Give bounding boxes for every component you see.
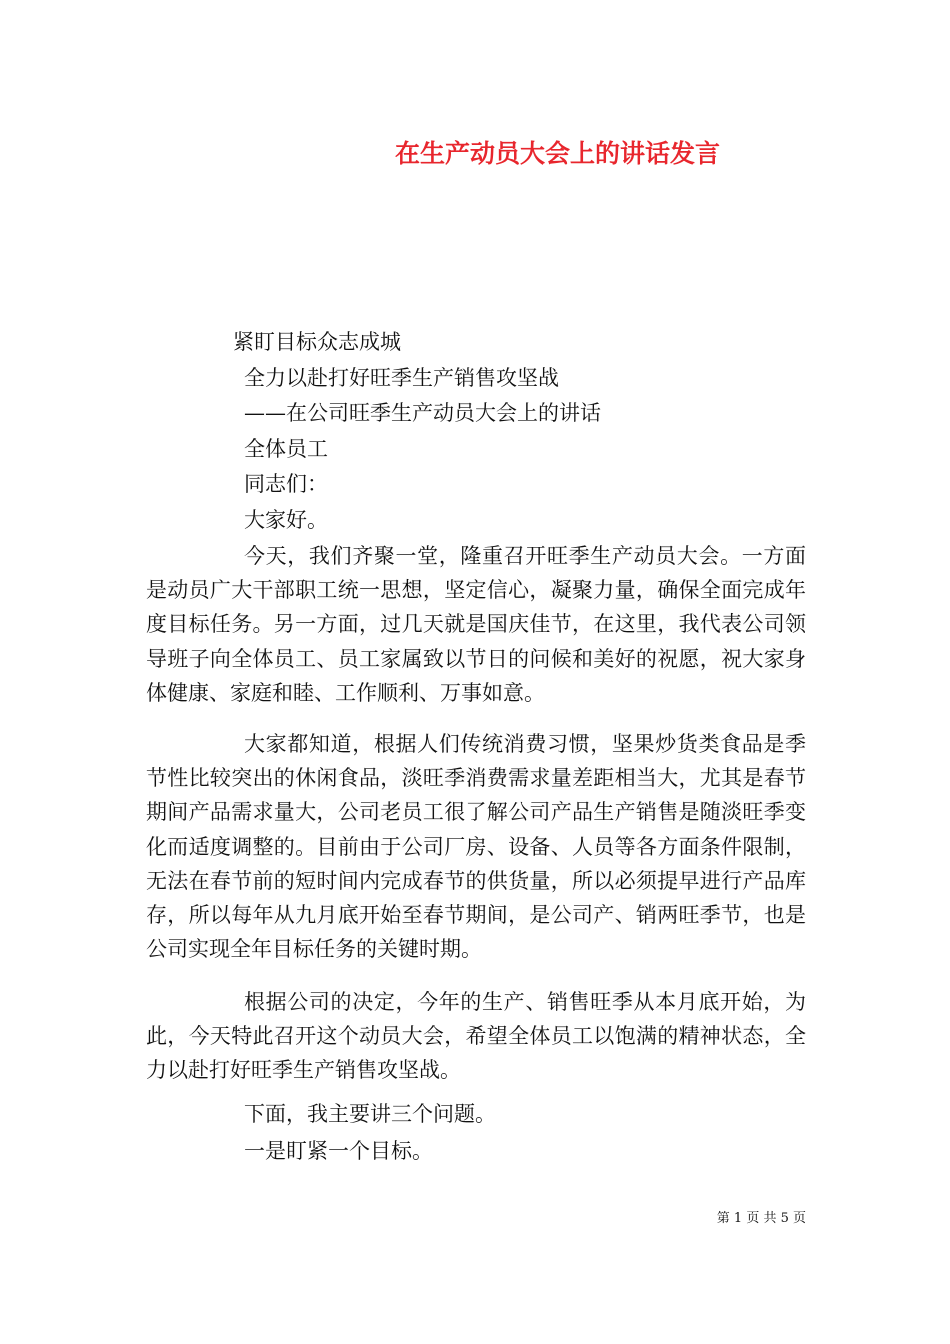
page-number-footer: 第 1 页 共 5 页: [716, 1211, 806, 1226]
document-title: 在生产动员大会上的讲话发言: [394, 139, 720, 168]
paragraph-1: 今天，我们齐聚一堂，隆重召开旺季生产动员大会。一方面是动员广大干部职工统一思想，坚定信心，凝聚力量，确保全面完成年度目标任务。另一方面，过几天就是国庆佳节，在这里，我代表公司领导班子向全体员工、员工家属致以节日的问候和美好的祝愿，祝大家身体健康、家庭和睦、工作顺利、万事如意。: [146, 544, 806, 705]
salutation-line: 同志们：: [244, 472, 328, 496]
heading-line-3: ——在公司旺季生产动员大会上的讲话: [244, 401, 601, 425]
heading-line-2: 全力以赴打好旺季生产销售攻坚战: [244, 366, 559, 390]
paragraph-4: 下面，我主要讲三个问题。: [244, 1102, 496, 1126]
paragraph-3: 根据公司的决定，今年的生产、销售旺季从本月底开始，为此，今天特此召开这个动员大会，希望全体员工以饱满的精神状态，全力以赴打好旺季生产销售攻坚战。: [146, 990, 806, 1083]
paragraph-2: 大家都知道，根据人们传统消费习惯，坚果炒货类食品是季节性比较突出的休闲食品，淡旺季消费需求量差距相当大，尤其是春节期间产品需求量大，公司老员工很了解公司产品生产销售是随淡旺季变化而适度调整的。目前由于公司厂房、设备、人员等各方面条件限制，无法在春节前的短时间内完成春节的供货量，所以必须提早进行产品库存，所以每年从九月底开始至春节期间，是公司产、销两旺季节，也是公司实现全年目标任务的关键时期。: [146, 732, 806, 962]
addressee-line: 全体员工: [244, 437, 328, 461]
paragraph-5: 一是盯紧一个目标。: [244, 1139, 433, 1163]
greeting-line: 大家好。: [244, 508, 328, 532]
heading-line-1: 紧盯目标众志成城: [233, 330, 401, 354]
